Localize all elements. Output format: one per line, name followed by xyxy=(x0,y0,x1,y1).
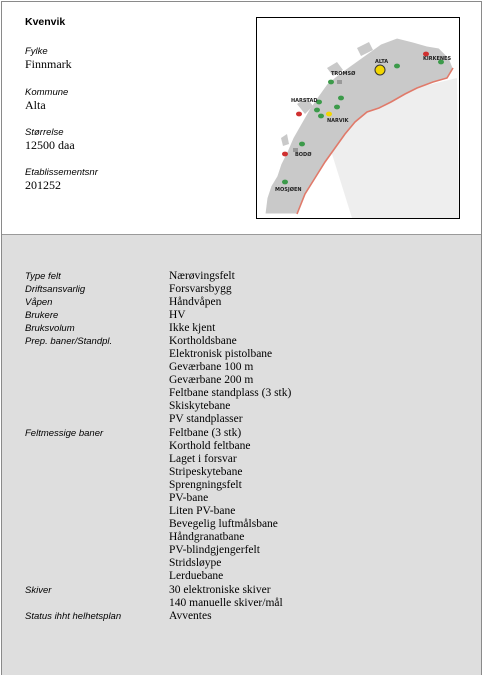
detail-row-prep-baner-cont xyxy=(2,361,481,374)
detail-value: PV-blindgjengerfelt xyxy=(169,544,260,556)
detail-value: Håndvåpen xyxy=(169,296,222,308)
marker-green xyxy=(314,108,320,113)
detail-row-prep-baner-cont xyxy=(2,348,481,361)
detail-row-prep-baner-cont xyxy=(2,374,481,387)
marker-green xyxy=(334,105,340,110)
detail-row-feltmessige-baner xyxy=(2,427,481,440)
detail-row-feltmessige-cont xyxy=(2,453,481,466)
detail-label: Våpen xyxy=(25,297,53,308)
detail-row-prep-baner xyxy=(2,335,481,348)
detail-label: Skiver xyxy=(25,585,52,596)
etablissementsnr-label: Etablissementsnr xyxy=(25,167,98,178)
map-label-bodo: BODØ xyxy=(295,152,312,158)
detail-row-bruksvolum xyxy=(2,322,481,335)
detail-row-feltmessige-cont xyxy=(2,466,481,479)
page-title: Kvenvik xyxy=(25,16,66,28)
marker-red xyxy=(296,112,302,117)
detail-value: Lerduebane xyxy=(169,570,224,582)
detail-row-prep-baner-cont xyxy=(2,413,481,426)
detail-row-feltmessige-cont xyxy=(2,518,481,531)
location-map xyxy=(256,17,460,219)
map-svg xyxy=(257,18,459,218)
detail-row-skiver-cont xyxy=(2,597,481,610)
detail-value: Kortholdsbane xyxy=(169,335,237,347)
map-label-kirkenes: KIRKENES xyxy=(423,56,452,62)
detail-row-type-felt xyxy=(2,270,481,283)
detail-row-driftsansvarlig xyxy=(2,283,481,296)
detail-value: Feltbane standplass (3 stk) xyxy=(169,387,292,399)
marker-green xyxy=(318,114,324,119)
detail-row-feltmessige-cont xyxy=(2,570,481,583)
detail-label: Bruksvolum xyxy=(25,323,75,334)
detail-value: Laget i forsvar xyxy=(169,453,237,465)
detail-row-feltmessige-cont xyxy=(2,505,481,518)
marker-green xyxy=(299,142,305,147)
detail-row-feltmessige-cont xyxy=(2,544,481,557)
storrelse-label: Størrelse xyxy=(25,127,64,138)
detail-label: Driftsansvarlig xyxy=(25,284,86,295)
detail-value: Bevegelig luftmålsbane xyxy=(169,518,278,530)
detail-label: Prep. baner/Standpl. xyxy=(25,336,113,347)
detail-value: HV xyxy=(169,309,186,321)
detail-value: Geværbane 100 m xyxy=(169,361,254,373)
detail-value: Ikke kjent xyxy=(169,322,216,334)
marker-green xyxy=(394,64,400,69)
map-label-tromso: TROMSØ xyxy=(331,71,356,77)
detail-label: Status ihht helhetsplan xyxy=(25,611,122,622)
marker-yellow xyxy=(326,112,332,117)
detail-row-prep-baner-cont xyxy=(2,387,481,400)
details-section xyxy=(2,234,481,675)
detail-row-prep-baner-cont xyxy=(2,400,481,413)
detail-row-brukere xyxy=(2,309,481,322)
detail-value: Elektronisk pistolbane xyxy=(169,348,273,360)
page-frame xyxy=(1,1,482,675)
detail-value: 140 manuelle skiver/mål xyxy=(169,597,283,609)
detail-row-status xyxy=(2,610,481,623)
detail-value: Korthold feltbane xyxy=(169,440,251,452)
detail-label: Feltmessige baner xyxy=(25,428,104,439)
map-label-harstad: HARSTAD xyxy=(291,98,318,104)
detail-value: Håndgranatbane xyxy=(169,531,245,543)
header-section xyxy=(2,2,481,234)
kommune-label: Kommune xyxy=(25,87,69,98)
detail-value: PV standplasser xyxy=(169,413,243,425)
marker-green xyxy=(282,180,288,185)
fylke-label: Fylke xyxy=(25,46,48,57)
detail-value: Stripeskytebane xyxy=(169,466,243,478)
marker-green xyxy=(328,80,334,85)
detail-value: Sprengningsfelt xyxy=(169,479,242,491)
marker-green xyxy=(338,96,344,101)
etablissementsnr-value: 201252 xyxy=(25,178,61,192)
detail-label: Type felt xyxy=(25,271,61,282)
marker-grey xyxy=(337,80,342,84)
detail-value: Liten PV-bane xyxy=(169,505,236,517)
detail-row-feltmessige-cont xyxy=(2,557,481,570)
detail-value: Forsvarsbygg xyxy=(169,283,232,295)
map-label-narvik: NARVIK xyxy=(327,118,349,124)
marker-red xyxy=(282,152,288,157)
map-label-alta: ALTA xyxy=(375,59,389,65)
detail-row-feltmessige-cont xyxy=(2,531,481,544)
detail-value: PV-bane xyxy=(169,492,209,504)
detail-value: Geværbane 200 m xyxy=(169,374,254,386)
detail-row-vapen xyxy=(2,296,481,309)
detail-row-feltmessige-cont xyxy=(2,440,481,453)
detail-row-skiver xyxy=(2,584,481,597)
detail-row-feltmessige-cont xyxy=(2,492,481,505)
detail-row-feltmessige-cont xyxy=(2,479,481,492)
detail-value: Stridsløype xyxy=(169,557,222,569)
kommune-value: Alta xyxy=(25,98,46,112)
detail-value: Avventes xyxy=(169,610,212,622)
detail-label: Brukere xyxy=(25,310,59,321)
storrelse-value: 12500 daa xyxy=(25,138,75,152)
detail-value: Feltbane (3 stk) xyxy=(169,427,242,439)
detail-value: Skiskytebane xyxy=(169,400,231,412)
detail-value: Nærøvingsfelt xyxy=(169,270,235,282)
marker-alta-selected xyxy=(375,65,385,75)
detail-value: 30 elektroniske skiver xyxy=(169,584,271,596)
fylke-value: Finnmark xyxy=(25,57,72,71)
map-label-mosjoen: MOSJØEN xyxy=(275,187,302,193)
